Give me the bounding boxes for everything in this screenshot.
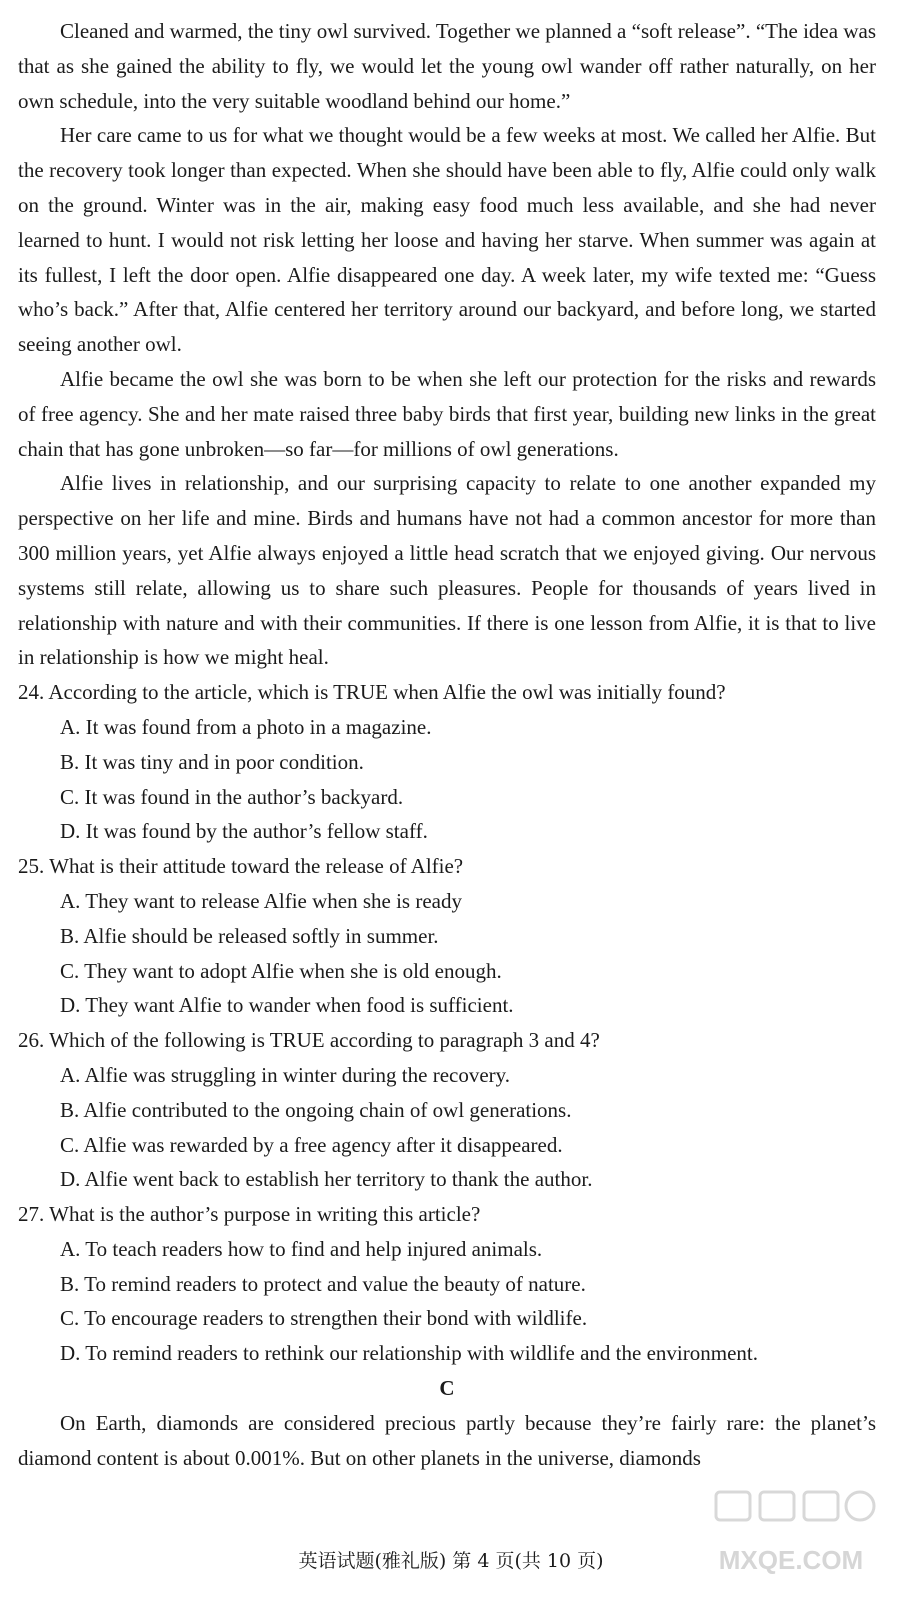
option-c: C. Alfie was rewarded by a free agency after it disappeared. — [60, 1132, 563, 1157]
question-26 — [18, 1023, 876, 1197]
page-footer: 英语试题(雅礼版) 第 4 页(共 10 页) — [298, 1550, 604, 1572]
watermark-text: MXQE.COM — [718, 1545, 864, 1575]
question-24 — [18, 675, 876, 849]
section-c-paragraph: On Earth, diamonds are considered precious partly because they’re fairly rare: the planet’s diamond content is about 0.001%. But on other planets in the universe, diamonds — [18, 1410, 876, 1470]
option-c: C. It was found in the author’s backyard. — [60, 784, 404, 809]
passage-paragraph-1: Cleaned and warmed, the tiny owl survived. Together we planned a “soft release”. “The idea was that as she gained the ability to fly, we would let the young owl wander off rather naturally, on her own schedule, into the very suitable woodland behind our home.” — [18, 19, 876, 113]
answer-options — [18, 884, 876, 1023]
option-a: A. To teach readers how to find and help injured animals. — [60, 1236, 543, 1261]
option-d: D. To remind readers to rethink our relationship with wildlife and the environment. — [60, 1341, 758, 1366]
option-a: A. Alfie was struggling in winter during the recovery. — [60, 1062, 511, 1087]
answer-options — [18, 1058, 876, 1197]
exam-page — [18, 14, 876, 1475]
option-b: B. Alfie should be released softly in summer. — [60, 923, 439, 948]
passage-paragraph-3: Alfie became the owl she was born to be when she left our protection for the risks and rewards of free agency. She and her mate raised three baby birds that first year, building new links in the great chain that has gone unbroken—so far—for millions of owl generations. — [18, 366, 876, 461]
question-stem: 27. What is the author’s purpose in writing this article? — [18, 1202, 481, 1227]
option-a: A. It was found from a photo in a magazine. — [60, 714, 432, 739]
option-c: C. To encourage readers to strengthen their bond with wildlife. — [60, 1306, 588, 1331]
option-c: C. They want to adopt Alfie when she is old enough. — [60, 958, 502, 983]
question-27 — [18, 1197, 876, 1371]
answer-options — [18, 710, 876, 849]
section-heading: C — [439, 1376, 455, 1401]
option-d: D. It was found by the author’s fellow staff. — [60, 819, 428, 844]
option-b: B. Alfie contributed to the ongoing chain of owl generations. — [60, 1097, 572, 1122]
answer-options — [18, 1232, 876, 1371]
question-25 — [18, 849, 876, 1023]
question-stem: 26. Which of the following is TRUE according to paragraph 3 and 4? — [18, 1028, 600, 1053]
option-a: A. They want to release Alfie when she is ready — [60, 888, 462, 913]
option-b: B. It was tiny and in poor condition. — [60, 749, 364, 774]
watermark-icon — [686, 1474, 896, 1594]
passage-paragraph-2: Her care came to us for what we thought would be a few weeks at most. We called her Alfie. But the recovery took longer than expected. When she should have been able to fly, Alfie could only walk on the ground. Winter was in the air, making easy food much less available, and she had never learned to hunt. I would not risk letting her loose and having her starve. When summer was again at its fullest, I left the door open. Alfie disappeared one day. A week later, my wife texted me: “Guess who’s back.” After that, Alfie centered her territory around our backyard, and before long, we started seeing another owl. — [18, 123, 876, 357]
option-d: D. They want Alfie to wander when food is sufficient. — [60, 993, 514, 1018]
option-b: B. To remind readers to protect and value the beauty of nature. — [60, 1271, 586, 1296]
watermark-logo — [686, 1474, 896, 1594]
option-d: D. Alfie went back to establish her territory to thank the author. — [60, 1167, 593, 1192]
question-stem: 24. According to the article, which is TRUE when Alfie the owl was initially found? — [18, 680, 726, 705]
question-stem: 25. What is their attitude toward the release of Alfie? — [18, 854, 464, 879]
passage-paragraph-4: Alfie lives in relationship, and our surprising capacity to relate to one another expanded my perspective on her life and mine. Birds and humans have not had a common ancestor for more than 300 million years, yet Alfie always enjoyed a little head scratch that we enjoyed giving. Our nervous systems still relate, allowing us to share such pleasures. People for thousands of years lived in relationship with nature and with their communities. If there is one lesson from Alfie, it is that to live in relationship is how we might heal. — [18, 471, 876, 670]
